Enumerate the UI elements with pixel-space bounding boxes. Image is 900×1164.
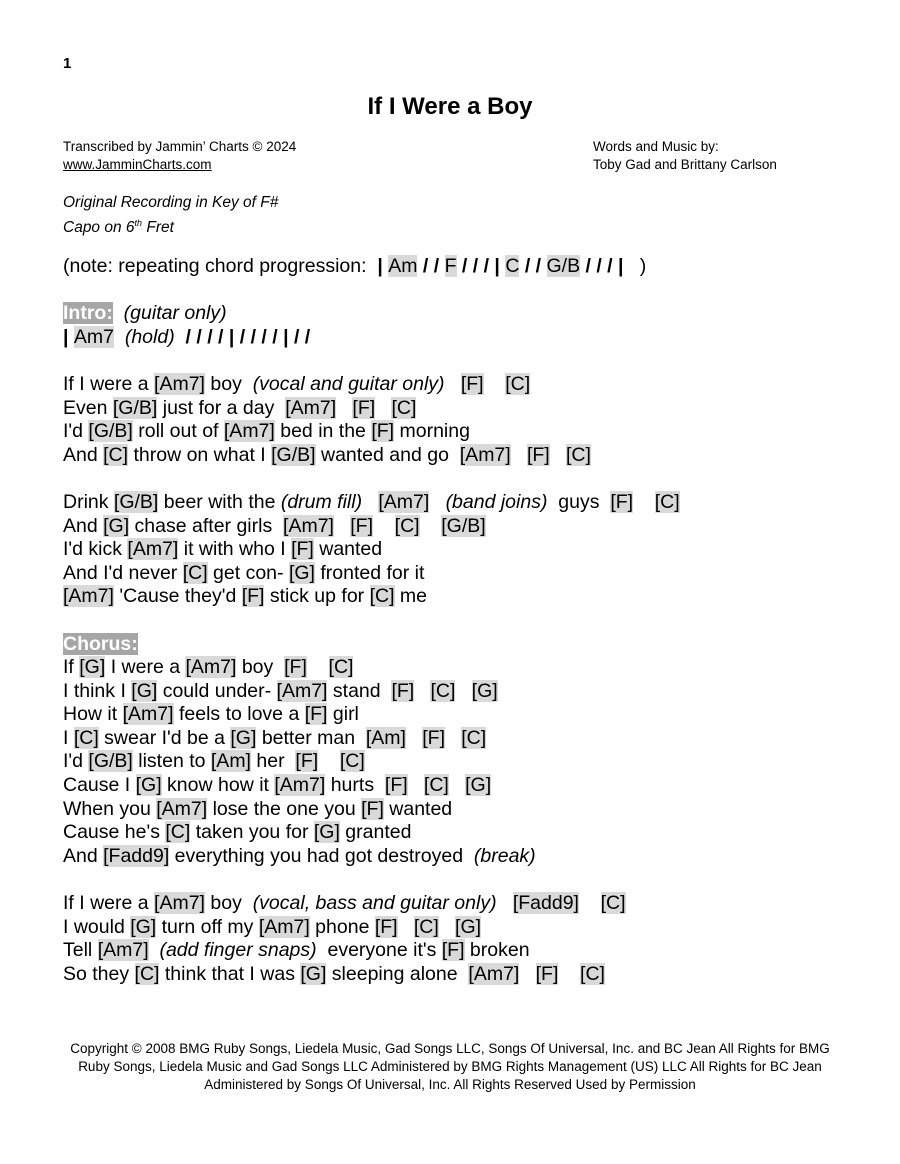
lyric-text — [406, 727, 422, 749]
lyric-text: stick up for — [264, 585, 370, 608]
chord: [C] — [580, 962, 605, 985]
lyric-text — [455, 680, 471, 702]
lyric-text: And I'd never — [63, 561, 183, 584]
chord: [F] — [295, 750, 319, 773]
lyric-text — [334, 515, 350, 537]
lyric-text: sleeping alone — [326, 962, 469, 985]
lyric-text: (note: repeating chord progression: — [63, 255, 378, 277]
lyric-text: turn off my — [156, 915, 259, 938]
sheet-line — [63, 538, 680, 562]
performance-note: (drum fill) — [280, 490, 363, 513]
chord: [C] — [182, 561, 208, 584]
chord: [F] — [391, 679, 415, 702]
section-label: Chorus: — [63, 632, 138, 655]
lyric-text: I think I — [63, 679, 132, 702]
chord: [G] — [131, 679, 158, 702]
sheet-line — [63, 397, 680, 421]
lyric-text — [113, 302, 124, 324]
performance-note: (break) — [473, 844, 536, 867]
lyric-text: phone — [309, 915, 375, 938]
chord: [Fadd9] — [103, 844, 170, 867]
chord: [Am7] — [97, 939, 149, 962]
chord: [G/B] — [88, 420, 133, 443]
lyric-text: girl — [327, 703, 359, 726]
performance-note: (vocal and guitar only) — [252, 372, 445, 395]
lyric-text — [398, 916, 414, 938]
transcribed-by: Transcribed by Jammin’ Charts © 2024 — [63, 139, 297, 154]
bar-marks: / / / | — [580, 255, 624, 277]
chord: [Am] — [365, 726, 406, 749]
lyric-text: ) — [623, 255, 647, 277]
sheet-line — [63, 633, 680, 657]
chord: [F] — [291, 538, 314, 561]
sheet-line — [63, 727, 680, 751]
chord-sheet — [63, 255, 680, 986]
performance-note: (add finger snaps) — [159, 939, 317, 962]
lyric-text: I would — [63, 915, 131, 938]
lyric-text — [511, 444, 527, 466]
lyric-text — [449, 774, 465, 796]
lyric-text: I'd — [63, 420, 89, 443]
lyric-text: Even — [63, 396, 113, 419]
transcription-credits — [63, 138, 296, 174]
chord: [G] — [313, 821, 340, 844]
lyric-text: If I were a — [63, 372, 155, 395]
chord: [C] — [339, 750, 365, 773]
chord: [Am7] — [276, 679, 328, 702]
chord: F — [444, 255, 457, 277]
song-title: If I Were a Boy — [367, 93, 533, 120]
lyric-text — [497, 892, 513, 914]
lyric-text: bed in the — [274, 420, 372, 443]
chord: [Am] — [210, 750, 251, 773]
chord: [F] — [441, 939, 465, 962]
copyright-notice: Copyright © 2008 BMG Ruby Songs, Liedela Music, Gad Songs LLC, Songs Of Universal, Inc. and BC Jean All Rights for BMG Ruby Songs, Liedela Music and Gad Songs LLC Administered by BMG Rights Management (US) LLC All Rights for BC Jean Administered by Songs Of Universal, Inc. All Rights Reserved Used by Permission — [70, 1041, 830, 1092]
lyric-text — [336, 397, 352, 419]
lyric-text: So they — [63, 962, 135, 985]
lyric-text: it with who I — [178, 538, 292, 561]
recording-info — [63, 192, 278, 238]
bar-marks: / / / | — [456, 255, 506, 277]
lyric-text: better man — [256, 726, 366, 749]
lyric-text: boy — [204, 372, 253, 395]
chord: [C] — [369, 585, 395, 608]
chord: [G] — [79, 656, 106, 679]
lyric-text — [484, 373, 506, 395]
chord: [F] — [350, 514, 373, 537]
lyric-text: Drink — [63, 490, 114, 513]
lyric-text: And — [63, 844, 104, 867]
lyric-text: listen to — [132, 750, 211, 773]
chord: [G/B] — [271, 443, 316, 466]
lyric-text — [439, 916, 455, 938]
sheet-line — [63, 892, 680, 916]
sheet-line — [63, 515, 680, 539]
sheet-line — [63, 585, 680, 609]
lyric-text: hurts — [325, 774, 385, 797]
chord: [C] — [654, 490, 680, 513]
performance-note: (hold) — [124, 325, 175, 348]
chord: [G] — [300, 962, 327, 985]
chord: [C] — [413, 915, 439, 938]
chord: [G] — [130, 915, 157, 938]
lyric-text: I'd kick — [63, 538, 128, 561]
bar-marks: / / — [417, 255, 445, 277]
chord: [Am7] — [258, 915, 310, 938]
lyric-text: If I were a — [63, 892, 155, 915]
lyric-text — [550, 444, 566, 466]
lyric-text — [519, 963, 535, 985]
chord: [F] — [374, 915, 398, 938]
chord: [G/B] — [88, 750, 133, 773]
lyric-text: get con- — [207, 561, 289, 584]
bar-marks: / / — [519, 255, 547, 277]
lyric-text: I — [63, 726, 74, 749]
lyric-text: Cause I — [63, 774, 136, 797]
sheet-line — [63, 491, 680, 515]
lyric-text — [114, 326, 125, 348]
chord: [Fadd9] — [512, 892, 579, 915]
lyric-text: If — [63, 656, 80, 679]
chord: [Am7] — [156, 797, 208, 820]
lyric-text: I were a — [105, 656, 186, 679]
sheet-line — [63, 939, 680, 963]
lyric-text — [362, 491, 378, 513]
lyric-text — [318, 750, 340, 772]
chord: [C] — [391, 396, 417, 419]
lyric-text — [373, 515, 395, 537]
lyric-text: How it — [63, 703, 123, 726]
chord: [Am7] — [274, 774, 326, 797]
chord: [Am7] — [378, 490, 430, 513]
lyric-text: morning — [394, 420, 470, 443]
lyric-text: wanted — [313, 538, 383, 561]
lyric-text: fronted for it — [314, 561, 425, 584]
chord: [F] — [610, 490, 634, 513]
page-number: 1 — [63, 55, 72, 72]
chord: [F] — [352, 396, 376, 419]
lyric-text — [579, 892, 601, 914]
chord: [G] — [103, 514, 130, 537]
performance-note: (vocal, bass and guitar only) — [252, 892, 497, 915]
lyric-text: wanted and go — [315, 443, 460, 466]
lyric-text: granted — [339, 821, 412, 844]
chord: [G] — [455, 915, 482, 938]
bar-marks: | — [377, 255, 389, 277]
chord: [C] — [565, 443, 591, 466]
lyric-text: boy — [204, 892, 253, 915]
chord: [F] — [361, 797, 384, 820]
lyric-text — [558, 963, 580, 985]
chord: Am7 — [73, 325, 114, 348]
lyric-text — [633, 491, 655, 513]
chord: [G] — [465, 774, 492, 797]
songwriter-credits — [593, 138, 777, 174]
lyric-text: stand — [327, 679, 392, 702]
lyric-text: could under- — [157, 679, 277, 702]
chord: [C] — [423, 774, 449, 797]
chord: [F] — [371, 420, 395, 443]
bar-marks: / / / / | / / / / | / / — [174, 325, 311, 348]
chord: [Am7] — [185, 656, 237, 679]
original-key: Original Recording in Key of F# — [63, 194, 279, 211]
sheet-line — [63, 326, 680, 350]
lyric-text: boy — [236, 656, 285, 679]
chord: [Am7] — [122, 703, 174, 726]
chord: [F] — [241, 585, 265, 608]
lyric-text: think that I was — [159, 962, 301, 985]
chord: [C] — [430, 679, 456, 702]
lyric-text: When you — [63, 797, 157, 820]
sheet-line — [63, 798, 680, 822]
sheet-line — [63, 680, 680, 704]
lyric-text: guys — [547, 490, 611, 513]
blank-line — [63, 349, 680, 373]
blank-line — [63, 868, 680, 892]
chord: [G/B] — [112, 396, 158, 419]
lyric-text: Tell — [63, 939, 98, 962]
words-music-label: Words and Music by: — [593, 139, 719, 154]
lyric-text: taken you for — [190, 821, 314, 844]
chord: [C] — [600, 892, 626, 915]
chord: [Am7] — [154, 372, 205, 395]
lyric-text: everything you had got destroyed — [169, 844, 474, 867]
blank-line — [63, 467, 680, 491]
chord: [G] — [135, 774, 162, 797]
chord: [Am7] — [154, 892, 205, 915]
chord: [G/B] — [441, 514, 486, 537]
sheet-line — [63, 916, 680, 940]
lyric-text: beer with the — [158, 490, 281, 513]
chord: [F] — [535, 962, 559, 985]
chord: [Am7] — [459, 443, 511, 466]
chord: [G] — [230, 726, 257, 749]
blank-line — [63, 279, 680, 303]
chord: [G] — [471, 679, 498, 702]
chord: [C] — [394, 514, 420, 537]
chord: [C] — [505, 372, 531, 395]
bar-marks: | — [63, 325, 74, 348]
lyric-text — [408, 774, 424, 796]
chord: G/B — [546, 255, 581, 277]
lyric-text: throw on what I — [128, 443, 272, 466]
chord: [G] — [288, 561, 315, 584]
chord: [C] — [461, 726, 487, 749]
chord: [G/B] — [113, 490, 159, 513]
lyric-text: I'd — [63, 750, 89, 773]
sheet-line — [63, 420, 680, 444]
lyric-text: And — [63, 514, 104, 537]
writers: Toby Gad and Brittany Carlson — [593, 157, 777, 172]
lyric-text: broken — [464, 939, 530, 962]
chord: [Am7] — [283, 514, 334, 537]
sheet-line — [63, 562, 680, 586]
lyric-text: swear I'd be a — [98, 726, 231, 749]
sheet-line — [63, 774, 680, 798]
lyric-text: And — [63, 443, 104, 466]
lyric-text — [445, 373, 461, 395]
sheet-line — [63, 444, 680, 468]
sheet-line — [63, 302, 680, 326]
sheet-line — [63, 656, 680, 680]
chord: [C] — [134, 962, 160, 985]
chord: [Am7] — [223, 420, 275, 443]
lyric-text — [420, 515, 442, 537]
chord: [Am7] — [285, 396, 337, 419]
capo-info: Capo on 6th Fret — [63, 218, 174, 237]
sheet-line — [63, 255, 680, 279]
chord: [F] — [284, 656, 307, 679]
section-label: Intro: — [63, 302, 113, 325]
lyric-text — [445, 727, 461, 749]
lyric-text — [307, 656, 329, 678]
lyric-text: 'Cause they'd — [113, 585, 242, 608]
lyric-text: me — [394, 585, 428, 608]
sheet-line — [63, 845, 680, 869]
lyric-text: roll out of — [132, 420, 224, 443]
lyric-text — [414, 680, 430, 702]
sheet-line — [63, 703, 680, 727]
lyric-text: lose the one you — [207, 797, 362, 820]
chord: [C] — [103, 443, 129, 466]
blank-line — [63, 609, 680, 633]
lyric-text: feels to love a — [173, 703, 305, 726]
chord: [C] — [328, 656, 354, 679]
lyric-text: just for a day — [157, 396, 286, 419]
lyric-text: chase after girls — [129, 514, 284, 537]
sheet-line — [63, 750, 680, 774]
sheet-line — [63, 963, 680, 987]
lyric-text — [149, 939, 160, 961]
lyric-text: everyone it's — [316, 939, 442, 962]
chord: [F] — [460, 372, 484, 395]
chord: [Am7] — [63, 585, 114, 608]
chord: [C] — [73, 726, 99, 749]
sheet-line — [63, 373, 680, 397]
lyric-text: wanted — [383, 797, 453, 820]
lyric-text: her — [250, 750, 296, 773]
chord: [F] — [304, 703, 328, 726]
performance-note: (guitar only) — [123, 302, 227, 325]
lyric-text — [375, 397, 391, 419]
chord: [F] — [384, 774, 408, 797]
chord: [C] — [165, 821, 191, 844]
chord: [F] — [526, 443, 550, 466]
lyric-text: Cause he's — [63, 821, 166, 844]
performance-note: (band joins) — [445, 490, 548, 513]
chord: [F] — [422, 726, 445, 749]
website-link[interactable]: www.JamminCharts.com — [63, 157, 212, 172]
chord: Am — [388, 255, 418, 277]
chord: [Am7] — [468, 962, 520, 985]
lyric-text — [429, 491, 445, 513]
sheet-line — [63, 821, 680, 845]
chord: [Am7] — [127, 538, 179, 561]
chord: C — [505, 255, 520, 277]
lyric-text: know how it — [161, 774, 275, 797]
